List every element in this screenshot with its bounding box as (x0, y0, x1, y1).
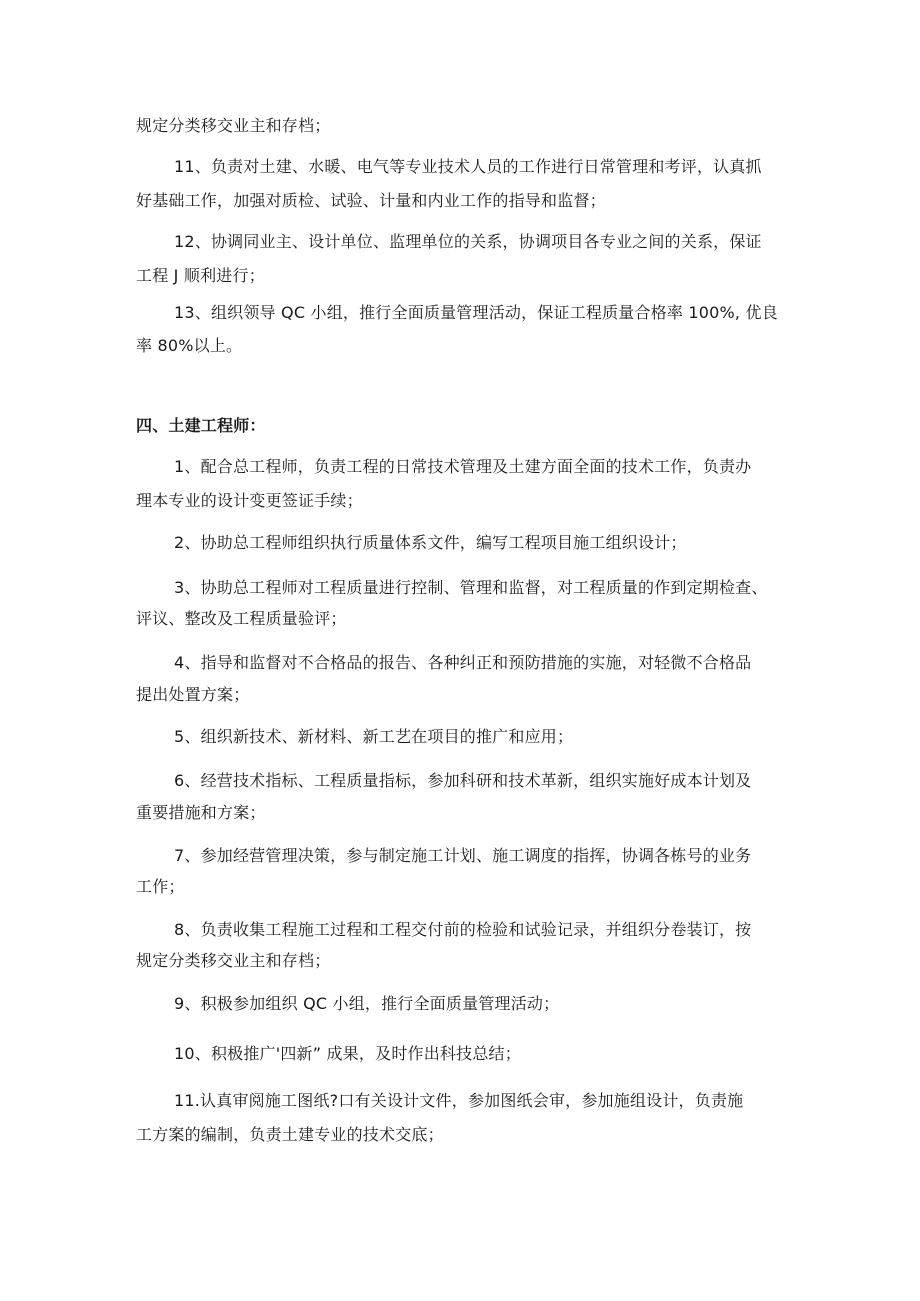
item-1-line2: 理本专业的设计变更签证手续； (136, 491, 363, 510)
item-11-line1: 11.认真审阅施工图纸?口有关设计文件，参加图纸会审，参加施组设计，负责施 (174, 1091, 744, 1110)
item-5-line1: 5、组织新技术、新材料、新工艺在项目的推广和应用； (174, 727, 574, 746)
item-3-line1: 3、协助总工程师对工程质量进行控制、管理和监督，对工程质量的作到定期检查、 (174, 578, 768, 597)
prev-item-12-line2: 工程 J 顺利进行； (136, 266, 265, 285)
item-7-line2: 工作； (136, 877, 185, 896)
section-title: 四、土建工程师： (136, 416, 266, 435)
prev-item-11-line2: 好基础工作，加强对质检、试验、计量和内业工作的指导和监督； (136, 191, 606, 210)
prev-item-13-line1: 13、组织领导 QC 小组，推行全面质量管理活动，保证工程质量合格率 100%, 优良 (174, 303, 778, 322)
item-6-line1: 6、经营技术指标、工程质量指标，参加科研和技术革新，组织实施好成本计划及 (174, 771, 752, 790)
item-8-line1: 8、负责收集工程施工过程和工程交付前的检验和试验记录，并组织分卷装订，按 (174, 920, 752, 939)
item-7-line1: 7、参加经营管理决策，参与制定施工计划、施工调度的指挥，协调各栋号的业务 (174, 846, 752, 865)
prev-item-13-line2: 率 80%以上。 (136, 336, 243, 355)
item-3-line2: 评议、整改及工程质量验评； (136, 609, 347, 628)
item-4-line1: 4、指导和监督对不合格品的报告、各种纠正和预防措施的实施，对轻微不合格品 (174, 653, 752, 672)
item-1-line1: 1、配合总工程师，负责工程的日常技术管理及土建方面全面的技术工作，负责办 (174, 457, 752, 476)
item-9-line1: 9、积极参加组织 QC 小组，推行全面质量管理活动； (174, 994, 560, 1013)
item-4-line2: 提出处置方案； (136, 685, 250, 704)
item-2-line1: 2、协助总工程师组织执行质量体系文件，编写工程项目施工组织设计； (174, 533, 687, 552)
prev-item-12-line1: 12、协调同业主、设计单位、监理单位的关系，协调项目各专业之间的关系，保证 (174, 232, 762, 251)
item-8-line2: 规定分类移交业主和存档； (136, 951, 331, 970)
item-10-line1: 10、积极推广'四新” 成果，及时作出科技总结； (174, 1044, 521, 1063)
item-6-line2: 重要措施和方案； (136, 803, 266, 822)
prev-item-11-line1: 11、负责对土建、水暖、电气等专业技术人员的工作进行日常管理和考评，认真抓 (174, 157, 762, 176)
continued-line: 规定分类移交业主和存档； (136, 116, 331, 135)
item-11-line2: 工方案的编制，负责土建专业的技术交底； (136, 1125, 444, 1144)
